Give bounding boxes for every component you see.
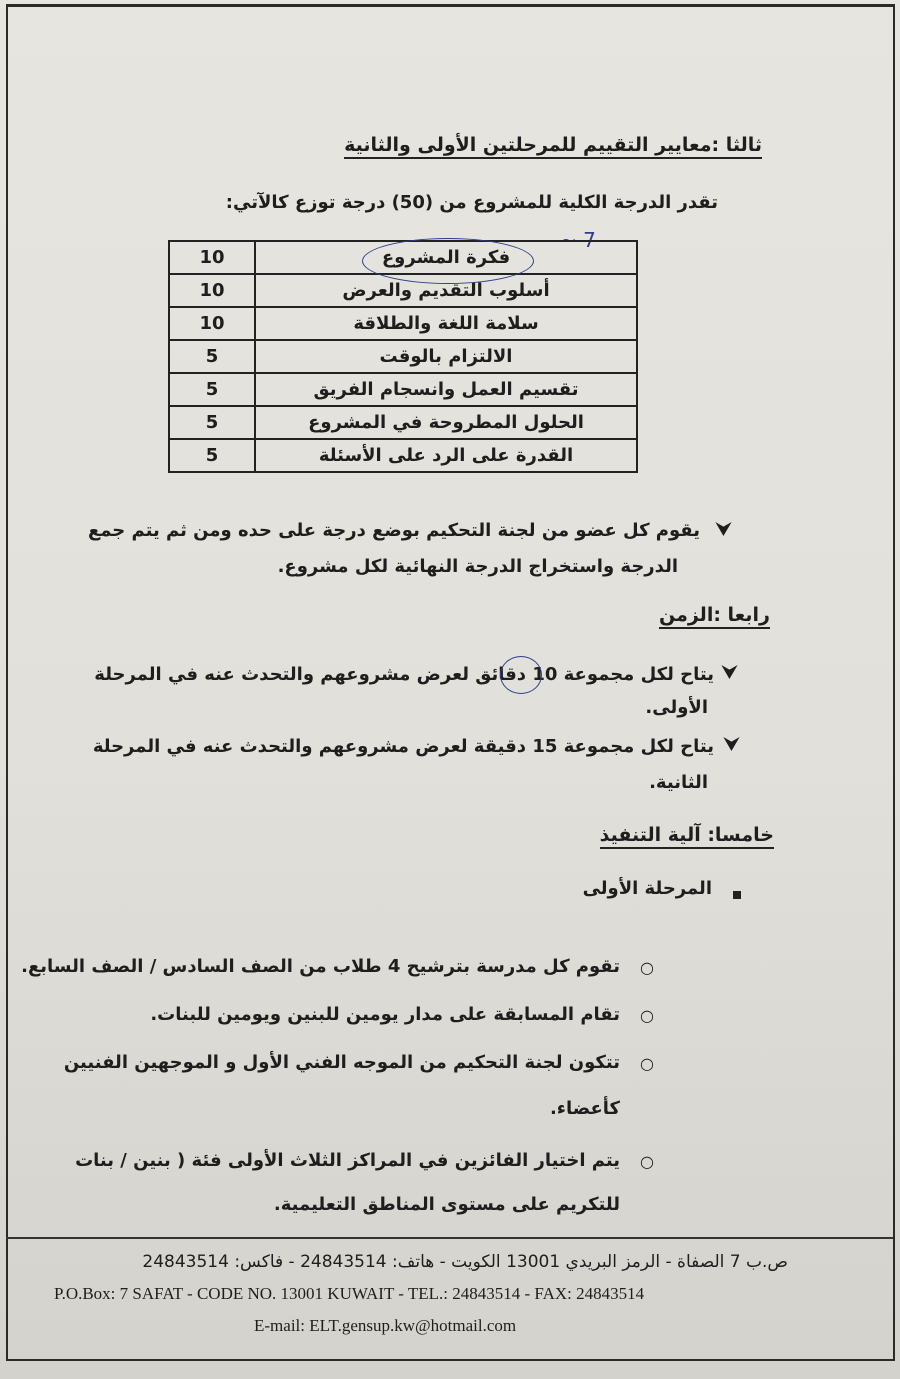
square-bullet-icon xyxy=(733,884,741,903)
criteria-row xyxy=(169,340,637,373)
criteria-name: تقسيم العمل وانسجام الفريق xyxy=(255,373,637,406)
section4-item1-line1: يتاح لكل مجموعة 10 دقائق لعرض مشروعهم والتحدث عنه في المرحلة xyxy=(94,664,714,685)
phase-item-2: تقام المسابقة على مدار يومين للبنين ويومين للبنات. xyxy=(150,1004,620,1025)
section4-title: رابعا :الزمن xyxy=(659,604,770,629)
footer-arabic-address: ص.ب 7 الصفاة - الرمز البريدي 13001 الكويت - هاتف: 24843514 - فاكس: 24843514 xyxy=(142,1252,788,1272)
criteria-name: أسلوب التقديم والعرض xyxy=(255,274,637,307)
phase-item-1: تقوم كل مدرسة بترشيح 4 طلاب من الصف السادس / الصف السابع. xyxy=(21,956,620,977)
phase-item-3-line1: تتكون لجنة التحكيم من الموجه الفني الأول و الموجهين الفنيين xyxy=(63,1052,620,1073)
section3-title: ثالثا :معايير التقييم للمرحلتين الأولى والثانية xyxy=(344,134,762,159)
section3-note-line1: يقوم كل عضو من لجنة التحكيم بوضع درجة على حده ومن ثم يتم جمع xyxy=(87,520,700,541)
arrow-bullet-icon: ⮟ xyxy=(724,734,740,755)
handwritten-mark: ~ 7 xyxy=(560,228,596,252)
handwritten-circle-annotation xyxy=(362,238,534,284)
phase-item-4-line1: يتم اختيار الفائزين في المراكز الثلاث الأولى فئة ( بنين / بنات xyxy=(75,1150,620,1171)
criteria-score: 5 xyxy=(169,406,255,439)
criteria-name: الحلول المطروحة في المشروع xyxy=(255,406,637,439)
criteria-score: 10 xyxy=(169,307,255,340)
phase-item-3-line2: كأعضاء. xyxy=(549,1098,620,1119)
criteria-score: 10 xyxy=(169,241,255,274)
phase-one-label: المرحلة الأولى xyxy=(582,878,712,899)
arrow-bullet-icon: ⮟ xyxy=(722,662,738,683)
section3-note-line2: الدرجة واستخراج الدرجة النهائية لكل مشروع. xyxy=(277,556,678,577)
criteria-name: سلامة اللغة والطلاقة xyxy=(255,307,637,340)
section3-intro: تقدر الدرجة الكلية للمشروع من (50) درجة توزع كالآتي: xyxy=(225,192,718,213)
criteria-row xyxy=(169,406,637,439)
section4-item2-line2: الثانية. xyxy=(649,772,708,793)
criteria-score: 10 xyxy=(169,274,255,307)
section5-title: خامسا: آلية التنفيذ xyxy=(600,824,774,849)
criteria-row xyxy=(169,373,637,406)
arrow-bullet-icon: ⮟ xyxy=(716,519,732,540)
criteria-score: 5 xyxy=(169,373,255,406)
circle-bullet-icon: ○ xyxy=(640,958,654,977)
criteria-name: الالتزام بالوقت xyxy=(255,340,637,373)
circle-bullet-icon: ○ xyxy=(640,1054,654,1073)
footer-english-address: P.O.Box: 7 SAFAT - CODE NO. 13001 KUWAIT - TEL.: 24843514 - FAX: 24843514 xyxy=(54,1284,645,1303)
criteria-score: 5 xyxy=(169,439,255,472)
criteria-row xyxy=(169,307,637,340)
criteria-row xyxy=(169,439,637,472)
criteria-score: 5 xyxy=(169,340,255,373)
criteria-name: فكرة المشروع xyxy=(255,241,637,274)
circle-bullet-icon: ○ xyxy=(640,1152,654,1171)
section4-item1-line2: الأولى. xyxy=(645,697,708,718)
footer-email: E-mail: ELT.gensup.kw@hotmail.com xyxy=(254,1316,517,1335)
footer-divider xyxy=(6,1237,893,1239)
criteria-name: القدرة على الرد على الأسئلة xyxy=(255,439,637,472)
handwritten-circle-annotation xyxy=(500,656,542,694)
section4-item2-line1: يتاح لكل مجموعة 15 دقيقة لعرض مشروعهم والتحدث عنه في المرحلة xyxy=(92,736,714,757)
circle-bullet-icon: ○ xyxy=(640,1006,654,1025)
phase-item-4-line2: للتكريم على مستوى المناطق التعليمية. xyxy=(273,1194,620,1215)
